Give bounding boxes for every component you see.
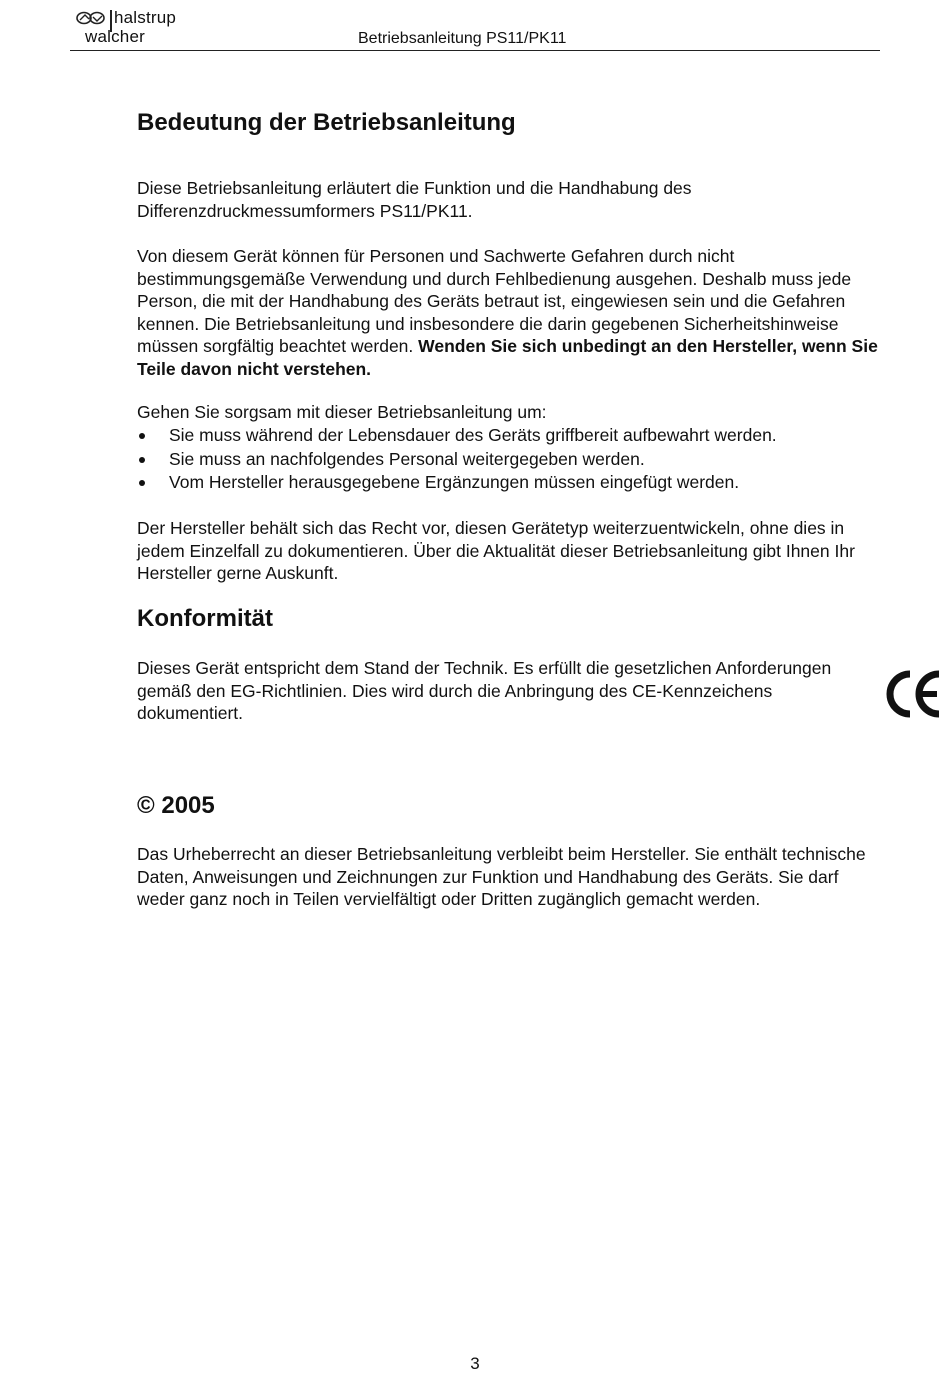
company-logo bbox=[72, 6, 202, 50]
ce-mark-icon bbox=[885, 668, 941, 720]
logo-text-halstrup: halstrup bbox=[114, 8, 177, 27]
list-item: Sie muss während der Lebensdauer des Geräts griffbereit aufbewahrt werden. bbox=[137, 424, 877, 448]
page-number: 3 bbox=[470, 1354, 480, 1373]
bullet-icon bbox=[139, 433, 145, 439]
paragraph-hazards-warning: Wenden Sie sich unbedingt an den Hersteller, wenn Sie Teile davon nicht verstehen. bbox=[137, 336, 878, 379]
heading-bedeutung: Bedeutung der Betriebsanleitung bbox=[137, 109, 516, 136]
paragraph-handling-intro: Gehen Sie sorgsam mit dieser Betriebsanleitung um: bbox=[137, 402, 547, 422]
header-divider bbox=[70, 50, 880, 51]
logo-text-walcher: walcher bbox=[85, 27, 145, 46]
paragraph-intro: Diese Betriebsanleitung erläutert die Funktion und die Handhabung des Differenzdruckmessumformers PS11/PK11. bbox=[137, 178, 692, 221]
paragraph-hazards bbox=[137, 245, 882, 380]
paragraph-hazards-text: Von diesem Gerät können für Personen und Sachwerte Gefahren durch nicht bestimmungsgemäße Verwendung und durch Fehlbedienung ausgehen. Deshalb muss jede Person, die mit der Handhabung des Geräts betraut ist, eingewiesen sein und die Gefahren kennen. Die Betriebsanleitung und insbesondere die darin gegebenen Sicherheitshinweise müssen sorgfältig beachtet werden. bbox=[137, 246, 852, 356]
paragraph-copyright: Das Urheberrecht an dieser Betriebsanleitung verbleibt beim Hersteller. Sie enthält technische Daten, Anweisungen und Zeichnungen zur Funktion und Handhabung des Geräts. Sie darf weder ganz noch in Teilen vervielfältigt oder Dritten zugänglich gemacht werden. bbox=[137, 844, 866, 909]
document-title: Betriebsanleitung PS11/PK11 bbox=[358, 30, 567, 47]
handling-list bbox=[137, 424, 877, 495]
paragraph-conformity: Dieses Gerät entspricht dem Stand der Technik. Es erfüllt die gesetzlichen Anforderungen gemäß den EG-Richtlinien. Dies wird durch die Anbringung des CE-Kennzeichens dokumentiert. bbox=[137, 658, 832, 723]
list-item: Sie muss an nachfolgendes Personal weitergegeben werden. bbox=[137, 448, 877, 472]
bullet-icon bbox=[139, 480, 145, 486]
bullet-icon bbox=[139, 457, 145, 463]
heading-copyright: © 2005 bbox=[137, 792, 215, 819]
paragraph-manufacturer-rights: Der Hersteller behält sich das Recht vor, diesen Gerätetyp weiterzuentwickeln, ohne dies in jedem Einzelfall zu dokumentieren. Über die Aktualität dieser Betriebsanleitung gibt Ihnen Ihr Hersteller gerne Auskunft. bbox=[137, 518, 855, 583]
list-item: Vom Hersteller herausgegebene Ergänzungen müssen eingefügt werden. bbox=[137, 471, 877, 495]
heading-konformitaet: Konformität bbox=[137, 605, 273, 632]
page-header bbox=[70, 6, 880, 52]
logo-icon bbox=[76, 11, 106, 25]
